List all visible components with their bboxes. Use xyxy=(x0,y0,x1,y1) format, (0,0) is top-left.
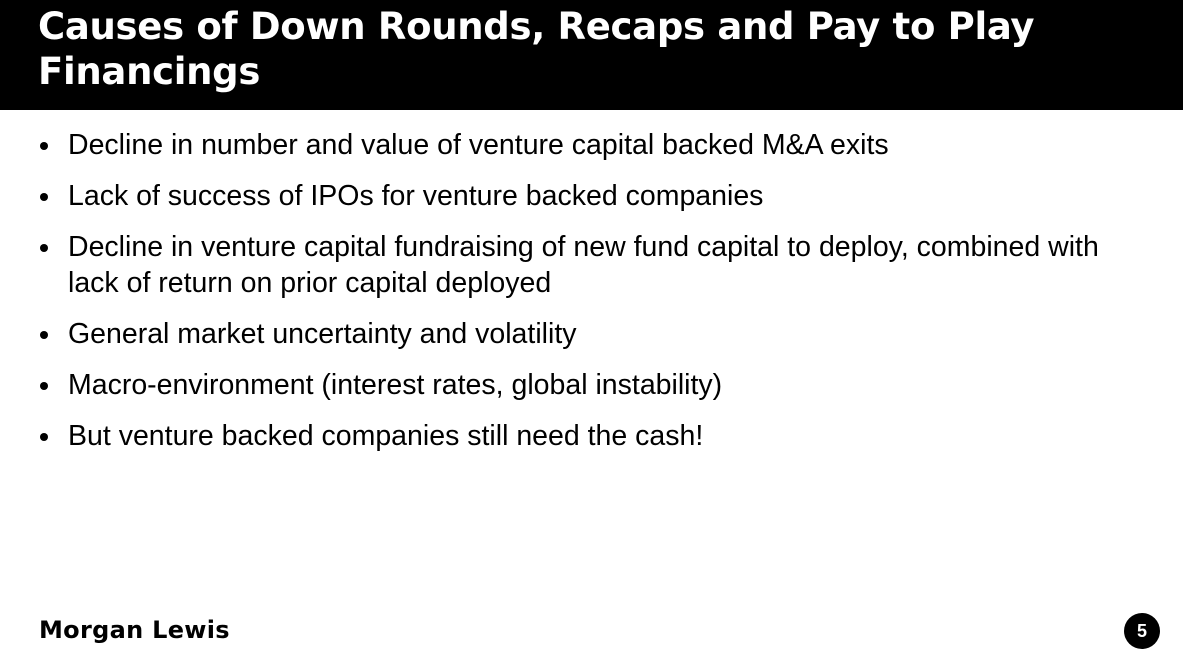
title-bar xyxy=(0,0,1183,110)
bullet-item: Decline in venture capital fundraising of new fund capital to deploy, combined with lack of return on prior capital deployed xyxy=(38,229,1148,301)
morgan-lewis-logo: Morgan Lewis xyxy=(39,616,230,644)
slide-title: Causes of Down Rounds, Recaps and Pay to Play Financings xyxy=(38,5,1035,93)
bullet-item: Decline in number and value of venture capital backed M&A exits xyxy=(38,127,1148,163)
bullet-item: Lack of success of IPOs for venture backed companies xyxy=(38,178,1148,214)
bullet-item: But venture backed companies still need the cash! xyxy=(38,418,1148,454)
bullet-item: General market uncertainty and volatility xyxy=(38,316,1148,352)
bullet-item: Macro-environment (interest rates, global instability) xyxy=(38,367,1148,403)
page-number-badge: 5 xyxy=(1124,613,1160,649)
bullet-list xyxy=(38,127,1148,469)
